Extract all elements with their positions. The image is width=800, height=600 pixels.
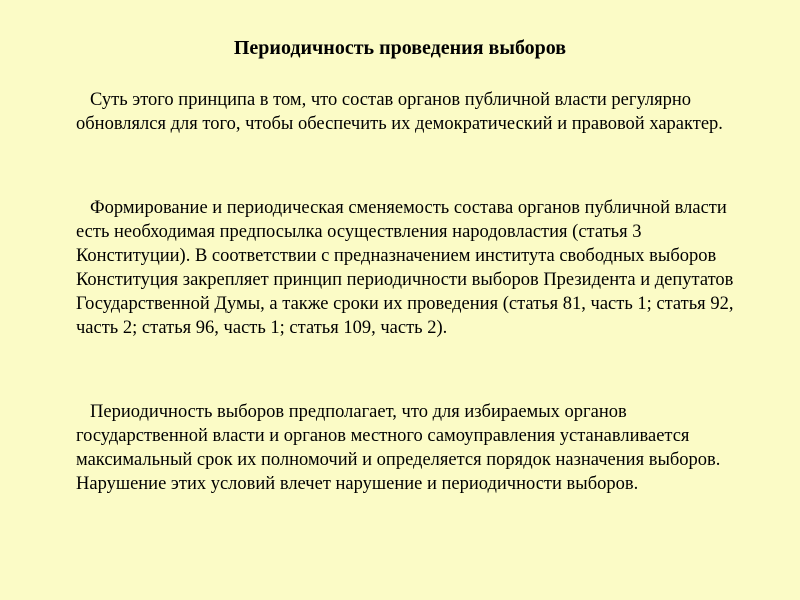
- page-title: Периодичность проведения выборов: [233, 37, 567, 59]
- paragraph-formation-and-periodicity: Формирование и периодическая сменяемость состава органов публичной власти есть необходимая предпосылка осуществления народовластия (статья 3 Конституции). В соответствии с предназначением института свободных выборов Конституция закрепляет принцип периодичности выборов Президента и депутатов Государственной Думы, а также сроки их проведения (статья 81, часть 1; статья 92, часть 2; статья 96, часть 1; статья 109, часть 2).: [76, 198, 734, 338]
- paragraph-principle-essence: Суть этого принципа в том, что состав органов публичной власти регулярно обновлялся для того, чтобы обеспечить их демократический и правовой характер.: [76, 90, 723, 134]
- paragraph-periodicity-implications: Периодичность выборов предполагает, что для избираемых органов государственной власти и органов местного самоуправления устанавливается максимальный срок их полномочий и определяется порядок назначения выборов. Нарушение этих условий влечет нарушение и периодичности выборов.: [76, 402, 721, 494]
